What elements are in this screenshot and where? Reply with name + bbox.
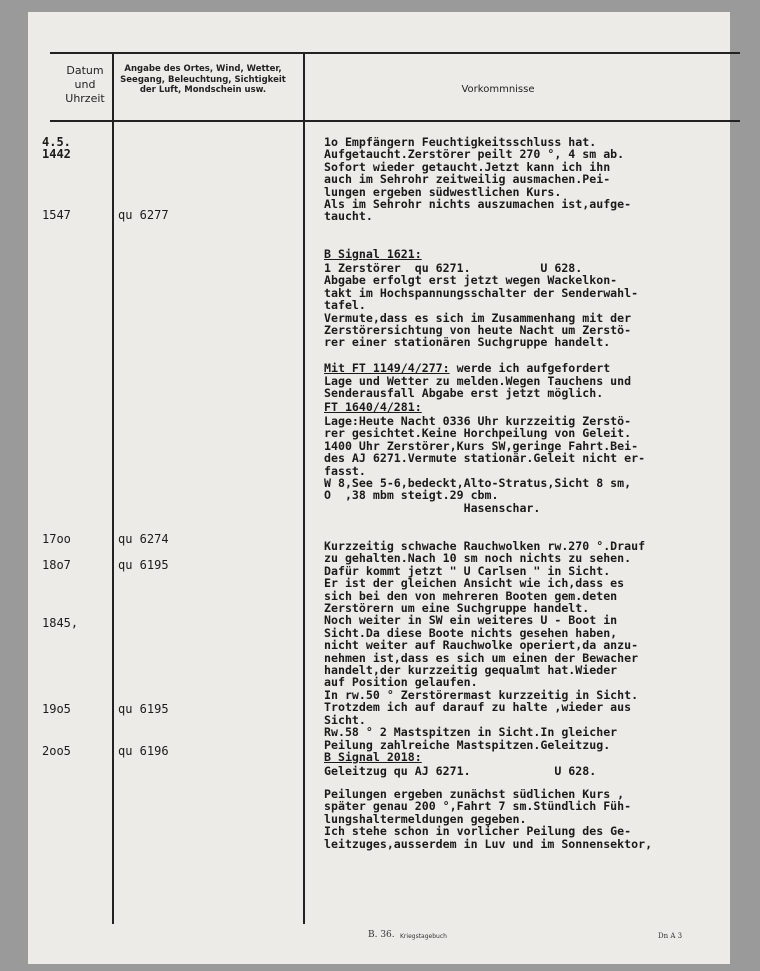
entry-place: qu 6195 — [118, 558, 169, 572]
entry-time: 1845, — [42, 616, 79, 630]
event-paragraph: Geleitzug qu AJ 6271. U 628. — [324, 764, 597, 778]
event-paragraph: 1 Zerstörer qu 6271. U 628. Abgabe erfolgt erst jetzt wegen Wackelkon- takt im Hochspannungsschalter der Senderwahl- tafel. Vermute,dass es sich im Zusammenhang mit der Zerstörersichtung von heute Nacht um Zerstö- rer einer stationären Suchgruppe handelt. — [324, 261, 639, 350]
entry-place: qu 6274 — [118, 532, 169, 546]
ft-reference: Mit FT 1149/4/277: — [324, 361, 450, 375]
top-rule — [50, 52, 740, 54]
form-name: Kriegstagebuch — [400, 933, 447, 940]
column-divider — [303, 52, 305, 924]
place-column-header: Angabe des Ortes, Wind, Wetter, Seegang, Beleuchtung, Sichtigkeit der Luft, Mondschein usw. — [120, 64, 286, 96]
entry-time: 2oo5 — [42, 744, 71, 758]
entry-time: 18o7 — [42, 558, 71, 572]
event-paragraph: Kurzzeitig schwache Rauchwolken rw.270 °.Drauf zu gehalten.Nach 10 sm noch nichts zu sehen. Dafür kommt jetzt " U Carlsen " in Sicht. Er ist der gleichen Ansicht wie ich,dass es sich bei den von mehreren Booten gem.deten Zerstörern um eine Suchgruppe handelt. Noch weiter in SW ein weiteres U - Boot in Sicht.Da diese Boote nichts gesehen haben, nicht weiter auf Rauchwolke operiert,da anzu- nehmen ist,dass es sich um einen der Bewacher handelt,der kurzzeitig gequalmt hat.Wieder auf Position gelaufen. In rw.50 ° Zerstörermast kurzzeitig in Sicht. Trotzdem ich auf darauf zu halte ,wieder aus Sicht. Rw.58 ° 2 Mastspitzen in Sicht.In gleicher Peilung zahlreiche Mastspitzen.Geleitzug. — [324, 539, 646, 752]
signal-heading: B Signal 1621: — [324, 247, 422, 261]
event-line — [324, 362, 610, 374]
entry-place: qu 6195 — [118, 702, 169, 716]
event-paragraph: Lage:Heute Nacht 0336 Uhr kurzzeitig Zerstö- rer gesichtet.Keine Horchpeilung von Geleit. 1400 Uhr Zerstörer,Kurs SW,geringe Fahrt.Bei- des AJ 6271.Vermute stationär.Geleit nicht er- fasst. W 8,See 5-6,bedeckt,Alto-Stratus,Sicht 8 sm, O ,38 mbm steigt.29 cbm. Hasenschar. — [324, 414, 646, 515]
entry-time: 19o5 — [42, 702, 71, 716]
footer-code: Dn A 3 — [658, 932, 683, 940]
event-text: werde ich aufgefordert — [449, 361, 611, 375]
events-column-header: Vorkommnisse — [461, 84, 535, 95]
event-paragraph: 1o Empfängern Feuchtigkeitsschluss hat. Aufgetaucht.Zerstörer peilt 270 °, 4 sm ab. Sofort wieder getaucht.Jetzt kann ich ihn auch im Sehrohr zeitweilig ausmachen.Pei- lungen ergeben südwestlichen Kurs. Als im Sehrohr nichts auszumachen ist,aufge- taucht. — [324, 135, 632, 224]
event-paragraph: Lage und Wetter zu melden.Wegen Tauchens und Senderausfall Abgabe erst jetzt möglich. — [324, 374, 632, 401]
signal-heading: B Signal 2018: — [324, 750, 422, 764]
entry-time: 17oo — [42, 532, 71, 546]
column-divider — [112, 52, 114, 924]
entry-place: qu 6196 — [118, 744, 169, 758]
entry-time: 1547 — [42, 208, 71, 222]
document-page — [28, 12, 730, 964]
form-number: B. 36. — [368, 930, 395, 940]
entry-time: 4.5. 1442 — [42, 135, 71, 161]
header-rule — [50, 120, 740, 122]
event-paragraph: Peilungen ergeben zunächst südlichen Kurs , später genau 200 °,Fahrt 7 sm.Stündlich Füh- lungshaltermeldungen gegeben. Ich stehe schon in vorlicher Peilung des Ge- leitzuges,ausserdem in Luv und im Sonnensektor, — [324, 787, 653, 851]
ft-reference: FT 1640/4/281: — [324, 400, 422, 414]
entry-place: qu 6277 — [118, 208, 169, 222]
date-column-header: Datum und Uhrzeit — [65, 64, 105, 105]
